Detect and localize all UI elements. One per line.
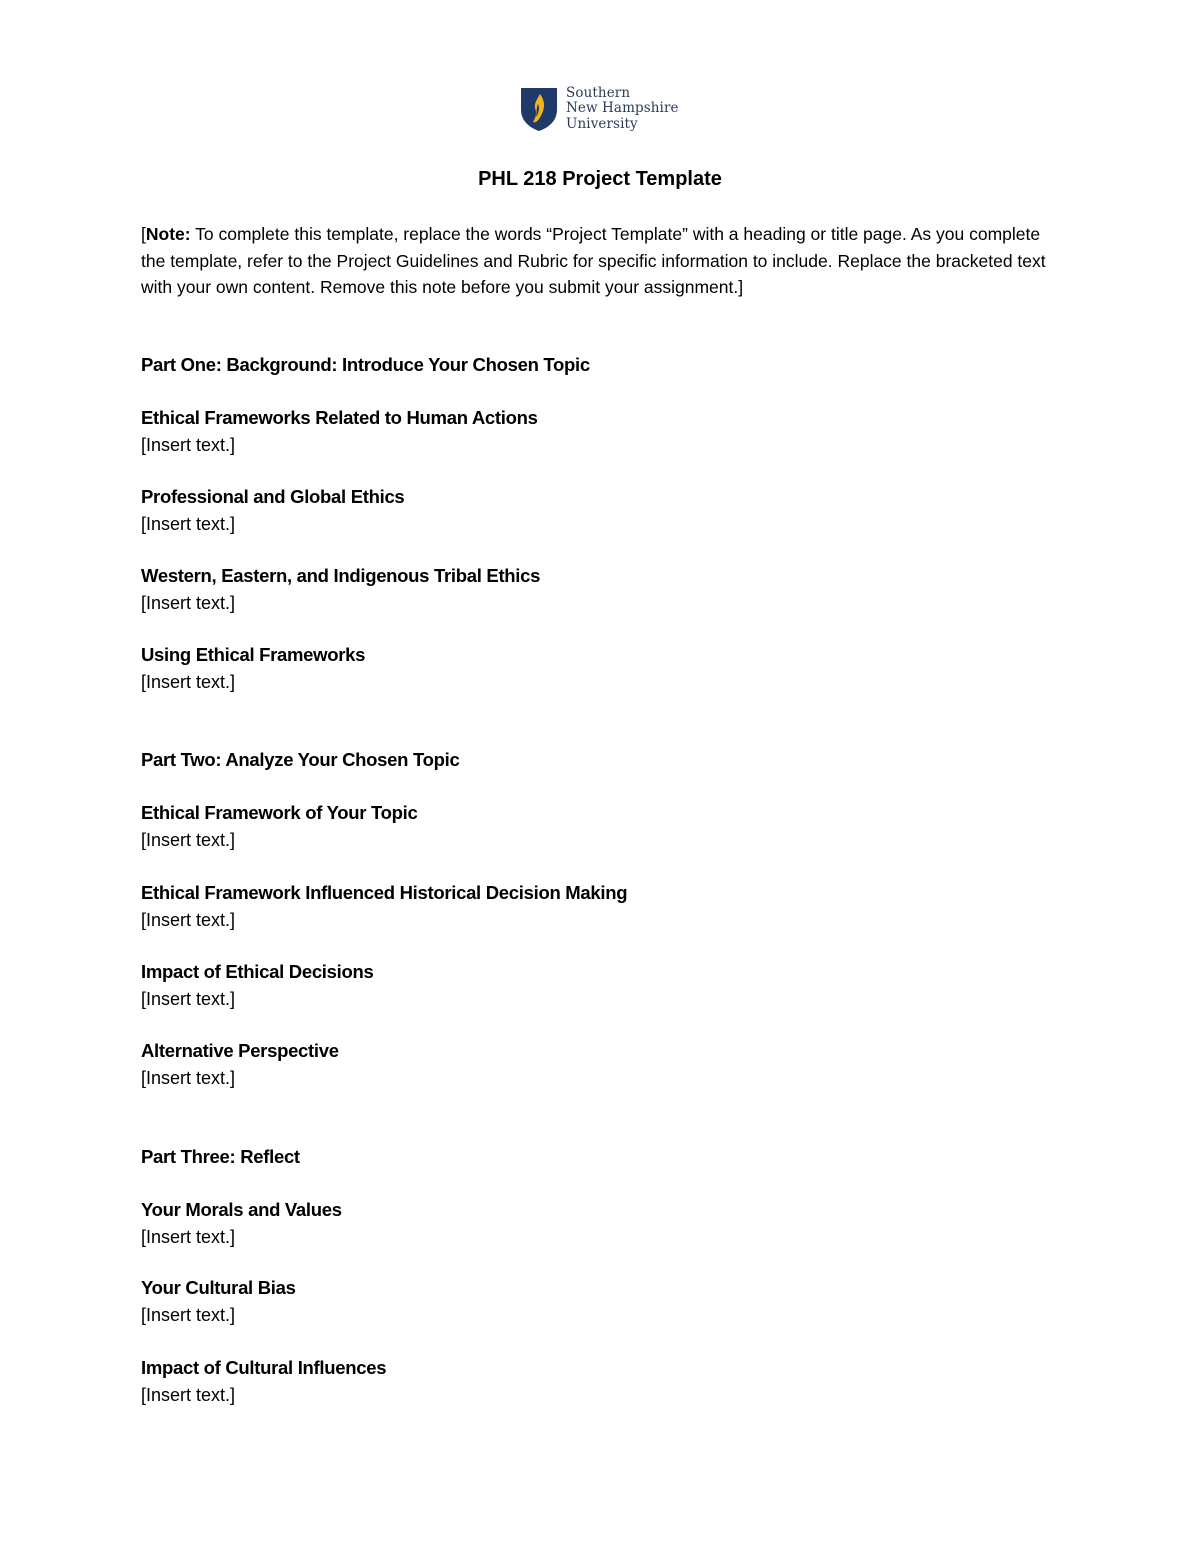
section-heading: Your Morals and Values bbox=[141, 1199, 342, 1220]
logo-wordmark bbox=[566, 86, 679, 133]
section-heading: Professional and Global Ethics bbox=[141, 486, 405, 507]
template-note bbox=[141, 221, 1061, 301]
section-heading: Western, Eastern, and Indigenous Tribal Ethics bbox=[141, 565, 541, 586]
insert-text-placeholder[interactable]: [Insert text.] bbox=[141, 514, 236, 534]
shield-flame-icon bbox=[520, 86, 558, 132]
note-open-bracket: [ bbox=[141, 224, 146, 244]
insert-text-placeholder[interactable]: [Insert text.] bbox=[141, 910, 236, 930]
insert-text-placeholder[interactable]: [Insert text.] bbox=[141, 830, 236, 850]
note-label: Note: bbox=[145, 224, 191, 244]
section-heading: Alternative Perspective bbox=[141, 1040, 339, 1061]
insert-text-placeholder[interactable]: [Insert text.] bbox=[141, 672, 236, 692]
logo-line-2: New Hampshire bbox=[566, 100, 679, 117]
part-one-heading: Part One: Background: Introduce Your Chosen Topic bbox=[141, 354, 590, 375]
insert-text-placeholder[interactable]: [Insert text.] bbox=[141, 989, 236, 1009]
insert-text-placeholder[interactable]: [Insert text.] bbox=[141, 435, 236, 455]
document-title: PHL 218 Project Template bbox=[478, 168, 722, 190]
section-heading: Your Cultural Bias bbox=[141, 1277, 296, 1298]
note-text: To complete this template, replace the words “Project Template” with a heading or title page. As you complete the template, refer to the Project Guidelines and Rubric for specific information to include. Replace the bracketed text with your own content. Remove this note before you submit your assignment.] bbox=[141, 224, 1046, 297]
insert-text-placeholder[interactable]: [Insert text.] bbox=[141, 1068, 236, 1088]
section-heading: Ethical Framework Influenced Historical Decision Making bbox=[141, 882, 628, 903]
part-three-heading: Part Three: Reflect bbox=[141, 1146, 300, 1167]
logo-line-3: University bbox=[566, 115, 638, 132]
section-heading: Impact of Cultural Influences bbox=[141, 1357, 387, 1378]
logo-line-1: Southern bbox=[566, 84, 631, 101]
insert-text-placeholder[interactable]: [Insert text.] bbox=[141, 1385, 236, 1405]
section-heading: Ethical Framework of Your Topic bbox=[141, 802, 418, 823]
university-logo bbox=[520, 84, 679, 134]
part-two-heading: Part Two: Analyze Your Chosen Topic bbox=[141, 749, 460, 770]
insert-text-placeholder[interactable]: [Insert text.] bbox=[141, 1227, 236, 1247]
insert-text-placeholder[interactable]: [Insert text.] bbox=[141, 593, 236, 613]
section-heading: Ethical Frameworks Related to Human Actions bbox=[141, 407, 538, 428]
insert-text-placeholder[interactable]: [Insert text.] bbox=[141, 1305, 236, 1325]
section-heading: Impact of Ethical Decisions bbox=[141, 961, 374, 982]
section-heading: Using Ethical Frameworks bbox=[141, 644, 366, 665]
